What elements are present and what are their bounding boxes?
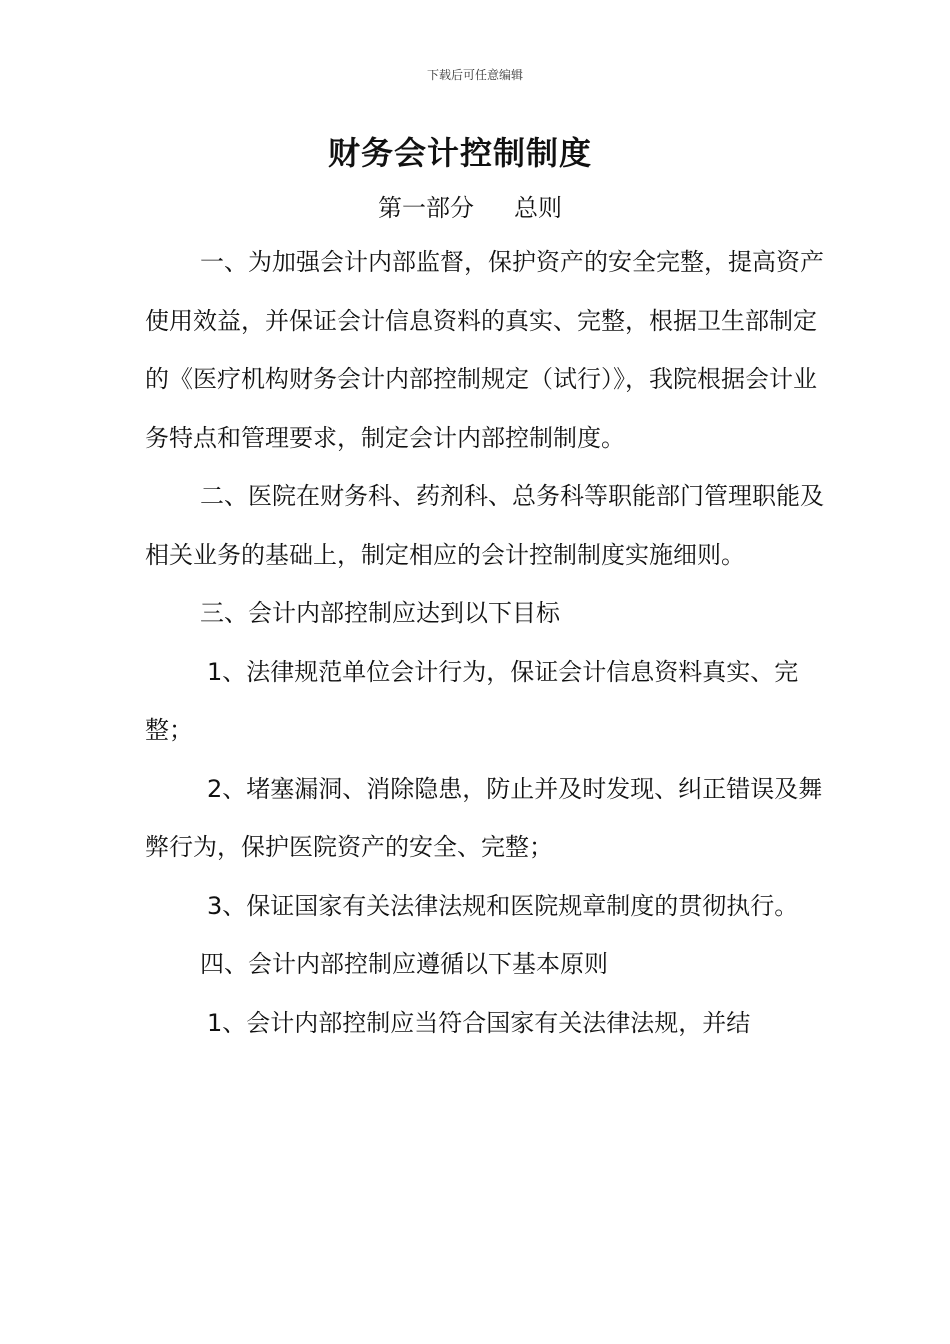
paragraph-7: 四、会计内部控制应遵循以下基本原则 — [200, 950, 608, 978]
paragraph-2: 二、医院在财务科、药剂科、总务科等职能部门管理职能及相关业务的基础上，制定相应的会计控制制度实施细则。 — [145, 482, 824, 569]
paragraph-1: 一、为加强会计内部监督，保护资产的安全完整，提高资产使用效益，并保证会计信息资料的真实、完整，根据卫生部制定的《医疗机构财务会计内部控制规定（试行）》，我院根据会计业务特点和管理要求，制定会计内部控制制度。 — [145, 248, 824, 452]
paragraph-3: 三、会计内部控制应达到以下目标 — [200, 599, 560, 627]
section-heading — [0, 188, 940, 223]
header-note: 下载后可任意编辑 — [426, 68, 523, 82]
paragraph-8: 1、会计内部控制应当符合国家有关法律法规，并结 — [207, 1008, 751, 1037]
document-title: 财务会计控制制度 — [327, 134, 592, 172]
section-name: 总则 — [514, 194, 562, 222]
paragraph-5: 2、堵塞漏洞、消除隐患，防止并及时发现、纠正错误及舞弊行为，保护医院资产的安全、完整； — [145, 774, 823, 861]
document-body — [145, 233, 835, 1052]
section-part: 第一部分 — [378, 194, 474, 222]
paragraph-6: 3、保证国家有关法律法规和医院规章制度的贯彻执行。 — [207, 891, 799, 920]
paragraph-4: 1、法律规范单位会计行为，保证会计信息资料真实、完整； — [145, 657, 799, 744]
